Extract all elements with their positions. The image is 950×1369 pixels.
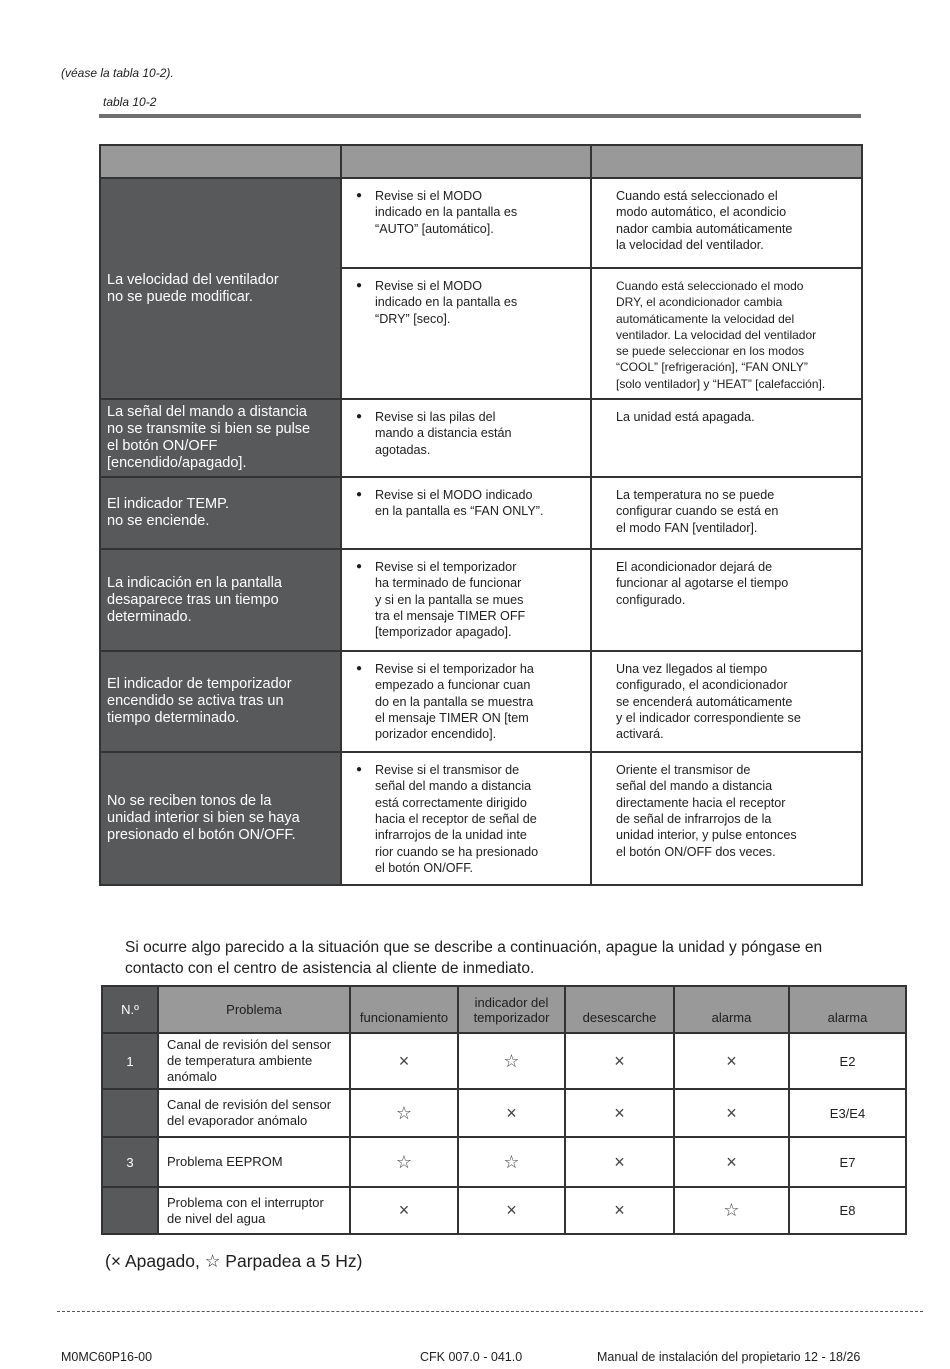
footer-model-range: CFK 007.0 - 041.0	[420, 1350, 523, 1364]
problem-cell: La velocidad del ventilador no se puede modificar.	[100, 178, 341, 399]
error-code: E7	[789, 1137, 906, 1187]
status-symbol: ×	[350, 1187, 458, 1234]
check-cell: ● Revise si el MODO indicado en la pantalla es “DRY” [seco].	[341, 268, 591, 399]
table-row	[100, 399, 862, 477]
solution-cell: Cuando está seleccionado el modo DRY, el acondicionador cambia automáticamente la velocidad del ventilador. La velocidad del ventilador se puede seleccionar en los modos “COOL” [refrigeración], “FAN ONLY” [solo ventilador] y “HEAT” [calefacción].	[591, 268, 862, 399]
intro-note: (véase la tabla 10-2).	[61, 66, 174, 80]
troubleshooting-table	[99, 144, 863, 886]
solution-cell: Oriente el transmisor de señal del mando a distancia directamente hacia el receptor de señal de infrarrojos de la unidad interior, y pulse entonces el botón ON/OFF dos veces.	[591, 752, 862, 885]
header-cell-check	[341, 145, 591, 178]
status-symbol: ☆	[458, 1137, 565, 1187]
status-symbol: ☆	[350, 1089, 458, 1137]
header-cell-problem	[100, 145, 341, 178]
status-symbol: ×	[565, 1137, 674, 1187]
table-row	[100, 549, 862, 651]
problem-cell: La señal del mando a distancia no se transmite si bien se pulse el botón ON/OFF [encendido/apagado].	[100, 399, 341, 477]
table-row	[102, 1033, 906, 1089]
status-symbol: ×	[565, 1033, 674, 1089]
table-header-row	[100, 145, 862, 178]
status-symbol: ×	[458, 1089, 565, 1137]
error-code: E3/E4	[789, 1089, 906, 1137]
status-symbol: ☆	[350, 1137, 458, 1187]
table-row	[100, 651, 862, 752]
header-problem: Problema	[158, 986, 350, 1033]
error-code: E8	[789, 1187, 906, 1234]
row-problem: Problema EEPROM	[158, 1137, 350, 1187]
footer-page-info: Manual de instalación del propietario 12 - 18/26	[597, 1350, 861, 1364]
row-problem: Canal de revisión del sensor del evaporador anómalo	[158, 1089, 350, 1137]
status-symbol: ×	[674, 1089, 789, 1137]
status-symbol: ×	[458, 1187, 565, 1234]
solution-cell: Una vez llegados al tiempo configurado, el acondicionador se encenderá automáticamente y el indicador correspondiente se activará.	[591, 651, 862, 752]
table-row	[102, 1187, 906, 1234]
caption-rule	[99, 114, 861, 118]
check-cell: ● Revise si el MODO indicado en la pantalla es “AUTO” [automático].	[341, 178, 591, 268]
table-caption: tabla 10-2	[103, 95, 157, 109]
table-row	[102, 1089, 906, 1137]
footer-divider	[57, 1311, 923, 1312]
problem-cell: La indicación en la pantalla desaparece tras un tiempo determinado.	[100, 549, 341, 651]
error-code: E2	[789, 1033, 906, 1089]
problem-cell: El indicador TEMP. no se enciende.	[100, 477, 341, 549]
table-row	[100, 178, 862, 268]
solution-cell: Cuando está seleccionado el modo automático, el acondicio nador cambia automáticamente la velocidad del ventilador.	[591, 178, 862, 268]
row-number: 1	[102, 1033, 158, 1089]
header-timer-indicator: indicador del temporizador	[458, 986, 565, 1033]
check-cell: ● Revise si las pilas del mando a distancia están agotadas.	[341, 399, 591, 477]
check-cell: ● Revise si el temporizador ha terminado de funcionar y si en la pantalla se mues tra el mensaje TIMER OFF [temporizador apagado].	[341, 549, 591, 651]
footer-doc-code: M0MC60P16-00	[61, 1350, 153, 1364]
error-code-table	[101, 985, 907, 1235]
status-symbol: ☆	[674, 1187, 789, 1234]
table-header-row	[102, 986, 906, 1033]
row-number: 3	[102, 1137, 158, 1187]
table-row	[100, 752, 862, 885]
table-row	[100, 477, 862, 549]
symbol-legend: (× Apagado, ☆ Parpadea a 5 Hz)	[105, 1251, 363, 1271]
row-problem: Problema con el interruptor de nivel del agua	[158, 1187, 350, 1234]
check-cell: ● Revise si el temporizador ha empezado a funcionar cuan do en la pantalla se muestra el mensaje TIMER ON [tem porizador encendido].	[341, 651, 591, 752]
status-symbol: ×	[350, 1033, 458, 1089]
header-alarm-code: alarma	[789, 986, 906, 1033]
solution-cell: La unidad está apagada.	[591, 399, 862, 477]
row-number	[102, 1187, 158, 1234]
status-symbol: ☆	[458, 1033, 565, 1089]
header-defrost: desescarche	[565, 986, 674, 1033]
status-symbol: ×	[674, 1033, 789, 1089]
status-symbol: ×	[565, 1187, 674, 1234]
header-no: N.º	[102, 986, 158, 1033]
status-symbol: ×	[565, 1089, 674, 1137]
solution-cell: La temperatura no se puede configurar cuando se está en el modo FAN [ventilador].	[591, 477, 862, 549]
check-cell: ● Revise si el MODO indicado en la pantalla es “FAN ONLY”.	[341, 477, 591, 549]
problem-cell: El indicador de temporizador encendido se activa tras un tiempo determinado.	[100, 651, 341, 752]
header-alarm: alarma	[674, 986, 789, 1033]
check-cell: ● Revise si el transmisor de señal del mando a distancia está correctamente dirigido hacia el receptor de señal de infrarrojos de la unidad inte rior cuando se ha presionado el botón ON/OFF.	[341, 752, 591, 885]
solution-cell: El acondicionador dejará de funcionar al agotarse el tiempo configurado.	[591, 549, 862, 651]
alert-text: Si ocurre algo parecido a la situación que se describe a continuación, apague la unidad y póngase en contacto con el centro de asistencia al cliente de inmediato.	[125, 939, 823, 977]
row-number	[102, 1089, 158, 1137]
header-cell-solution	[591, 145, 862, 178]
table-row	[102, 1137, 906, 1187]
problem-cell: No se reciben tonos de la unidad interior si bien se haya presionado el botón ON/OFF.	[100, 752, 341, 885]
status-symbol: ×	[674, 1137, 789, 1187]
row-problem: Canal de revisión del sensor de temperatura ambiente anómalo	[158, 1033, 350, 1089]
header-operation: funcionamiento	[350, 986, 458, 1033]
